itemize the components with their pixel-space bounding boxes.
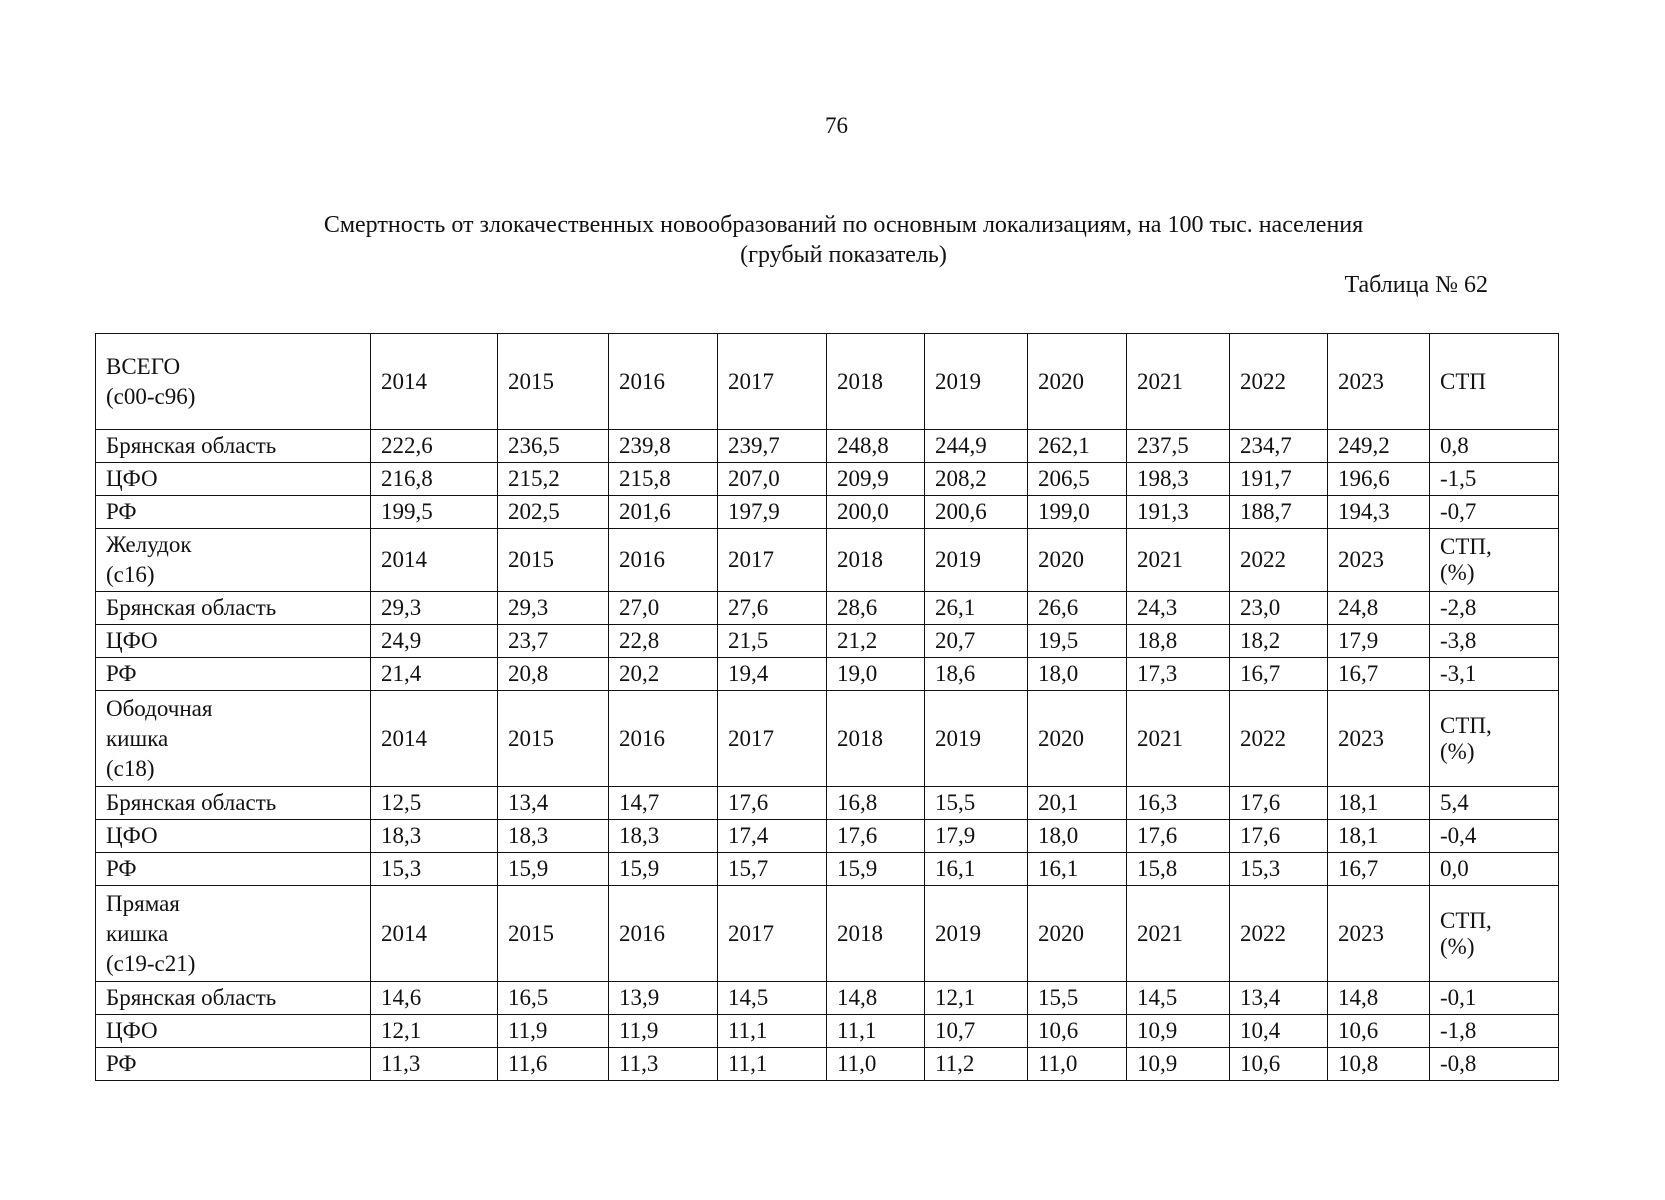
- site-label-line: (с18): [106, 755, 155, 781]
- value-cell: 244,9: [925, 430, 1028, 463]
- year-header-cell: 2018: [827, 886, 925, 982]
- stp-value-cell: -2,8: [1430, 592, 1559, 625]
- table-row: [96, 1048, 1559, 1081]
- table-row: [96, 430, 1559, 463]
- value-cell: 14,5: [1127, 982, 1230, 1015]
- value-cell: 16,7: [1230, 658, 1328, 691]
- region-cell: ЦФО: [96, 625, 371, 658]
- value-cell: 11,1: [718, 1048, 827, 1081]
- value-cell: 23,7: [498, 625, 609, 658]
- value-cell: 15,9: [498, 853, 609, 886]
- table-row: [96, 820, 1559, 853]
- value-cell: 12,5: [371, 787, 498, 820]
- value-cell: 197,9: [718, 496, 827, 529]
- region-cell: ЦФО: [96, 463, 371, 496]
- year-header-cell: 2014: [371, 691, 498, 787]
- year-header-cell: 2020: [1028, 334, 1127, 430]
- value-cell: 27,6: [718, 592, 827, 625]
- value-cell: 21,2: [827, 625, 925, 658]
- stp-value-cell: 5,4: [1430, 787, 1559, 820]
- site-label-cell: [96, 334, 371, 430]
- site-label-line: (с19-с21): [106, 950, 196, 976]
- value-cell: 17,3: [1127, 658, 1230, 691]
- value-cell: 234,7: [1230, 430, 1328, 463]
- value-cell: 15,3: [1230, 853, 1328, 886]
- value-cell: 19,0: [827, 658, 925, 691]
- region-cell: РФ: [96, 853, 371, 886]
- year-header-cell: 2018: [827, 529, 925, 592]
- value-cell: 10,9: [1127, 1048, 1230, 1081]
- value-cell: 18,2: [1230, 625, 1328, 658]
- value-cell: 16,1: [925, 853, 1028, 886]
- stp-header-line: (%): [1440, 738, 1475, 764]
- value-cell: 24,9: [371, 625, 498, 658]
- site-label-line: Желудок: [106, 532, 192, 557]
- value-cell: 15,5: [1028, 982, 1127, 1015]
- table-body: [96, 334, 1559, 1081]
- value-cell: 11,0: [1028, 1048, 1127, 1081]
- year-header-cell: 2019: [925, 886, 1028, 982]
- year-header-cell: 2014: [371, 886, 498, 982]
- value-cell: 15,8: [1127, 853, 1230, 886]
- value-cell: 16,8: [827, 787, 925, 820]
- table-row: [96, 625, 1559, 658]
- stp-header-line: СТП: [1440, 368, 1486, 394]
- section-header-row: [96, 529, 1559, 592]
- value-cell: 200,0: [827, 496, 925, 529]
- year-header-cell: 2017: [718, 886, 827, 982]
- site-label-line: кишка: [106, 920, 169, 946]
- value-cell: 18,3: [609, 820, 718, 853]
- value-cell: 10,8: [1328, 1048, 1430, 1081]
- region-cell: РФ: [96, 496, 371, 529]
- table-row: [96, 592, 1559, 625]
- value-cell: 22,8: [609, 625, 718, 658]
- year-header-cell: 2021: [1127, 529, 1230, 592]
- year-header-cell: 2016: [609, 529, 718, 592]
- stp-value-cell: -0,7: [1430, 496, 1559, 529]
- value-cell: 16,3: [1127, 787, 1230, 820]
- section-header-row: [96, 334, 1559, 430]
- value-cell: 29,3: [498, 592, 609, 625]
- value-cell: 262,1: [1028, 430, 1127, 463]
- value-cell: 17,6: [1230, 787, 1328, 820]
- value-cell: 14,8: [827, 982, 925, 1015]
- stp-header-line: (%): [1440, 933, 1475, 959]
- year-header-cell: 2020: [1028, 886, 1127, 982]
- year-header-cell: 2019: [925, 529, 1028, 592]
- value-cell: 26,6: [1028, 592, 1127, 625]
- value-cell: 248,8: [827, 430, 925, 463]
- value-cell: 14,6: [371, 982, 498, 1015]
- table-title-line-1: Смертность от злокачественных новообразований по основным локализациям, на 100 тыс. населения: [323, 212, 1364, 238]
- value-cell: 18,3: [371, 820, 498, 853]
- value-cell: 12,1: [371, 1015, 498, 1048]
- value-cell: 216,8: [371, 463, 498, 496]
- stp-value-cell: 0,8: [1430, 430, 1559, 463]
- site-label-cell: [96, 886, 371, 982]
- value-cell: 16,1: [1028, 853, 1127, 886]
- value-cell: 18,8: [1127, 625, 1230, 658]
- value-cell: 10,7: [925, 1015, 1028, 1048]
- value-cell: 215,2: [498, 463, 609, 496]
- year-header-cell: 2019: [925, 691, 1028, 787]
- year-header-cell: 2023: [1328, 529, 1430, 592]
- page-number: 76: [825, 113, 848, 138]
- site-label-line: кишка: [106, 725, 169, 751]
- stp-value-cell: -1,8: [1430, 1015, 1559, 1048]
- site-label-cell: [96, 529, 371, 592]
- value-cell: 21,4: [371, 658, 498, 691]
- value-cell: 202,5: [498, 496, 609, 529]
- year-header-cell: 2021: [1127, 334, 1230, 430]
- value-cell: 194,3: [1328, 496, 1430, 529]
- value-cell: 11,3: [609, 1048, 718, 1081]
- value-cell: 24,8: [1328, 592, 1430, 625]
- year-header-cell: 2017: [718, 529, 827, 592]
- value-cell: 237,5: [1127, 430, 1230, 463]
- value-cell: 222,6: [371, 430, 498, 463]
- value-cell: 10,6: [1328, 1015, 1430, 1048]
- table-row: [96, 982, 1559, 1015]
- table-title-line-2: (грубый показатель): [740, 242, 947, 268]
- value-cell: 13,4: [1230, 982, 1328, 1015]
- value-cell: 215,8: [609, 463, 718, 496]
- value-cell: 18,1: [1328, 787, 1430, 820]
- stp-header-cell: [1430, 886, 1559, 982]
- stp-header-cell: [1430, 529, 1559, 592]
- value-cell: 11,1: [718, 1015, 827, 1048]
- mortality-table: [95, 333, 1559, 1081]
- value-cell: 209,9: [827, 463, 925, 496]
- value-cell: 12,1: [925, 982, 1028, 1015]
- table-title: [0, 210, 1665, 270]
- stp-header-cell: [1430, 334, 1559, 430]
- table-row: [96, 658, 1559, 691]
- site-label-line: Ободочная: [106, 695, 213, 721]
- value-cell: 21,5: [718, 625, 827, 658]
- stp-header-cell: [1430, 691, 1559, 787]
- region-cell: Брянская область: [96, 787, 371, 820]
- year-header-cell: 2015: [498, 691, 609, 787]
- value-cell: 11,1: [827, 1015, 925, 1048]
- section-header-row: [96, 886, 1559, 982]
- value-cell: 208,2: [925, 463, 1028, 496]
- year-header-cell: 2021: [1127, 691, 1230, 787]
- value-cell: 11,0: [827, 1048, 925, 1081]
- value-cell: 18,6: [925, 658, 1028, 691]
- year-header-cell: 2016: [609, 886, 718, 982]
- value-cell: 201,6: [609, 496, 718, 529]
- year-header-cell: 2023: [1328, 886, 1430, 982]
- year-header-cell: 2022: [1230, 334, 1328, 430]
- value-cell: 15,9: [827, 853, 925, 886]
- region-cell: Брянская область: [96, 430, 371, 463]
- value-cell: 14,7: [609, 787, 718, 820]
- value-cell: 207,0: [718, 463, 827, 496]
- value-cell: 14,8: [1328, 982, 1430, 1015]
- value-cell: 15,9: [609, 853, 718, 886]
- year-header-cell: 2019: [925, 334, 1028, 430]
- stp-value-cell: 0,0: [1430, 853, 1559, 886]
- value-cell: 17,9: [925, 820, 1028, 853]
- region-cell: ЦФО: [96, 1015, 371, 1048]
- value-cell: 26,1: [925, 592, 1028, 625]
- value-cell: 249,2: [1328, 430, 1430, 463]
- value-cell: 13,4: [498, 787, 609, 820]
- stp-value-cell: -0,4: [1430, 820, 1559, 853]
- value-cell: 17,6: [1230, 820, 1328, 853]
- region-cell: Брянская область: [96, 982, 371, 1015]
- value-cell: 24,3: [1127, 592, 1230, 625]
- stp-value-cell: -3,1: [1430, 658, 1559, 691]
- value-cell: 11,6: [498, 1048, 609, 1081]
- value-cell: 199,5: [371, 496, 498, 529]
- table-row: [96, 787, 1559, 820]
- value-cell: 196,6: [1328, 463, 1430, 496]
- stp-value-cell: -0,8: [1430, 1048, 1559, 1081]
- value-cell: 191,7: [1230, 463, 1328, 496]
- value-cell: 14,5: [718, 982, 827, 1015]
- table-row: [96, 463, 1559, 496]
- value-cell: 11,9: [498, 1015, 609, 1048]
- value-cell: 19,5: [1028, 625, 1127, 658]
- value-cell: 239,7: [718, 430, 827, 463]
- year-header-cell: 2020: [1028, 691, 1127, 787]
- region-cell: ЦФО: [96, 820, 371, 853]
- year-header-cell: 2017: [718, 334, 827, 430]
- value-cell: 18,3: [498, 820, 609, 853]
- value-cell: 17,6: [1127, 820, 1230, 853]
- table-row: [96, 853, 1559, 886]
- site-label-cell: [96, 691, 371, 787]
- value-cell: 206,5: [1028, 463, 1127, 496]
- year-header-cell: 2023: [1328, 691, 1430, 787]
- value-cell: 10,4: [1230, 1015, 1328, 1048]
- value-cell: 28,6: [827, 592, 925, 625]
- value-cell: 16,7: [1328, 658, 1430, 691]
- value-cell: 199,0: [1028, 496, 1127, 529]
- year-header-cell: 2022: [1230, 886, 1328, 982]
- value-cell: 16,5: [498, 982, 609, 1015]
- value-cell: 19,4: [718, 658, 827, 691]
- site-label-line: ВСЕГО: [106, 353, 181, 379]
- value-cell: 20,2: [609, 658, 718, 691]
- stp-value-cell: -3,8: [1430, 625, 1559, 658]
- table-number-label: Таблица № 62: [1344, 272, 1488, 298]
- value-cell: 17,4: [718, 820, 827, 853]
- value-cell: 17,6: [827, 820, 925, 853]
- year-header-cell: 2018: [827, 334, 925, 430]
- value-cell: 10,9: [1127, 1015, 1230, 1048]
- year-header-cell: 2018: [827, 691, 925, 787]
- value-cell: 236,5: [498, 430, 609, 463]
- value-cell: 15,7: [718, 853, 827, 886]
- region-cell: РФ: [96, 1048, 371, 1081]
- year-header-cell: 2016: [609, 691, 718, 787]
- value-cell: 17,9: [1328, 625, 1430, 658]
- stp-value-cell: -0,1: [1430, 982, 1559, 1015]
- value-cell: 11,2: [925, 1048, 1028, 1081]
- value-cell: 29,3: [371, 592, 498, 625]
- value-cell: 15,3: [371, 853, 498, 886]
- year-header-cell: 2014: [371, 334, 498, 430]
- year-header-cell: 2023: [1328, 334, 1430, 430]
- value-cell: 191,3: [1127, 496, 1230, 529]
- site-label-line: (с16): [106, 562, 155, 587]
- value-cell: 13,9: [609, 982, 718, 1015]
- value-cell: 239,8: [609, 430, 718, 463]
- value-cell: 200,6: [925, 496, 1028, 529]
- year-header-cell: 2015: [498, 334, 609, 430]
- value-cell: 18,0: [1028, 658, 1127, 691]
- value-cell: 15,5: [925, 787, 1028, 820]
- year-header-cell: 2017: [718, 691, 827, 787]
- value-cell: 198,3: [1127, 463, 1230, 496]
- value-cell: 10,6: [1230, 1048, 1328, 1081]
- value-cell: 20,1: [1028, 787, 1127, 820]
- stp-header-line: СТП,: [1440, 907, 1492, 933]
- stp-header-line: (%): [1440, 560, 1475, 585]
- year-header-cell: 2015: [498, 529, 609, 592]
- region-cell: Брянская область: [96, 592, 371, 625]
- value-cell: 11,9: [609, 1015, 718, 1048]
- stp-header-line: СТП,: [1440, 712, 1492, 738]
- value-cell: 20,7: [925, 625, 1028, 658]
- year-header-cell: 2015: [498, 886, 609, 982]
- value-cell: 10,6: [1028, 1015, 1127, 1048]
- value-cell: 27,0: [609, 592, 718, 625]
- site-label-line: (с00-с96): [106, 383, 196, 409]
- value-cell: 18,0: [1028, 820, 1127, 853]
- value-cell: 18,1: [1328, 820, 1430, 853]
- stp-value-cell: -1,5: [1430, 463, 1559, 496]
- value-cell: 11,3: [371, 1048, 498, 1081]
- value-cell: 16,7: [1328, 853, 1430, 886]
- value-cell: 20,8: [498, 658, 609, 691]
- table-row: [96, 496, 1559, 529]
- table-row: [96, 1015, 1559, 1048]
- value-cell: 188,7: [1230, 496, 1328, 529]
- year-header-cell: 2021: [1127, 886, 1230, 982]
- region-cell: РФ: [96, 658, 371, 691]
- value-cell: 17,6: [718, 787, 827, 820]
- year-header-cell: 2016: [609, 334, 718, 430]
- site-label-line: Прямая: [106, 890, 180, 916]
- value-cell: 23,0: [1230, 592, 1328, 625]
- section-header-row: [96, 691, 1559, 787]
- year-header-cell: 2014: [371, 529, 498, 592]
- year-header-cell: 2022: [1230, 529, 1328, 592]
- stp-header-line: СТП,: [1440, 534, 1492, 559]
- year-header-cell: 2022: [1230, 691, 1328, 787]
- year-header-cell: 2020: [1028, 529, 1127, 592]
